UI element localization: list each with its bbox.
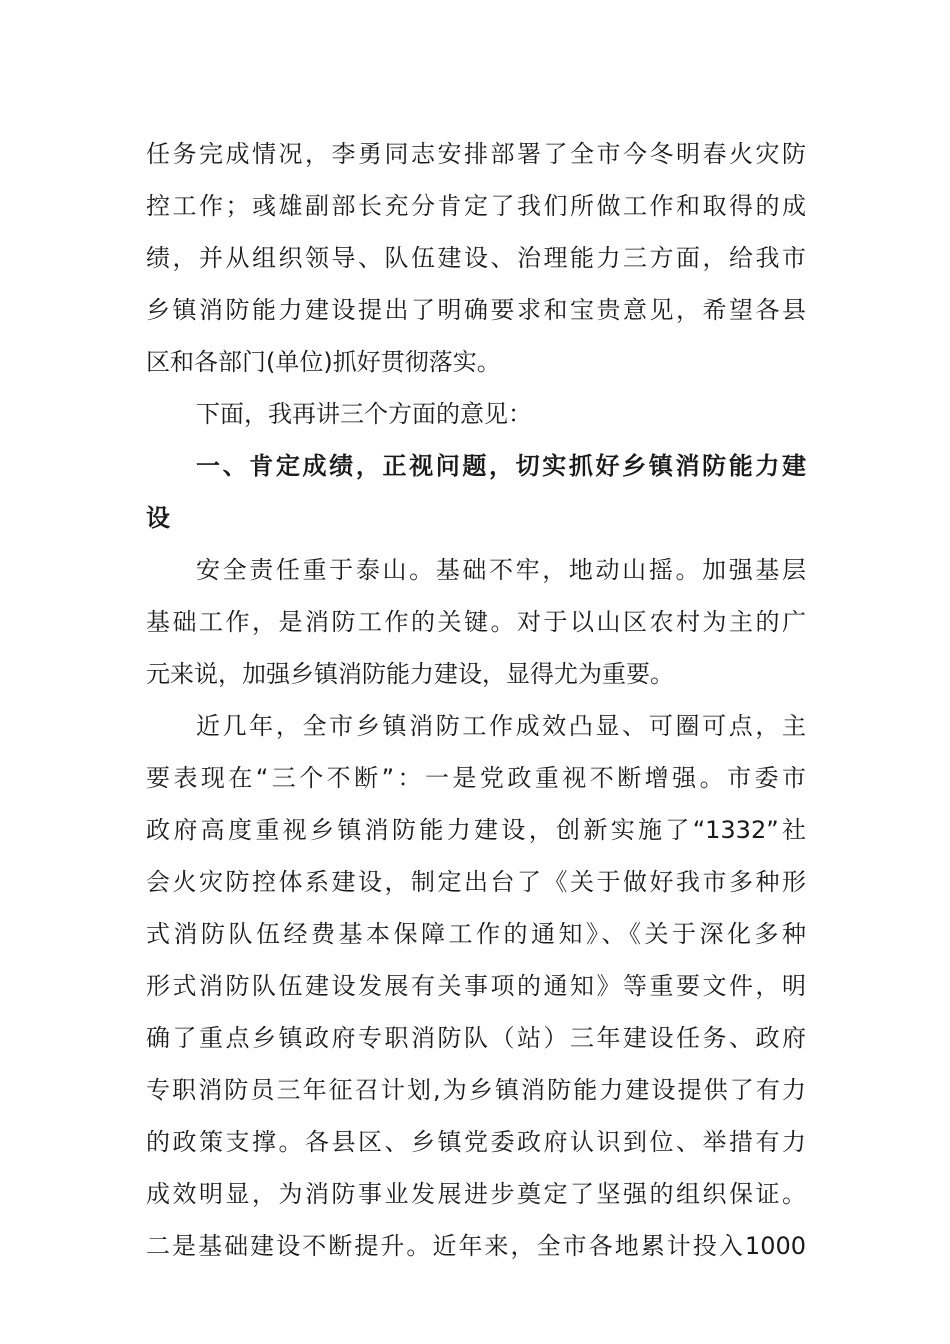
paragraph-line: 下面，我再讲三个方面的意见： <box>196 400 532 428</box>
paragraph-line: 近几年，全市乡镇消防工作成效凸显、可圈可点，主 <box>196 712 806 740</box>
paragraph-line: 区和各部门(单位)抓好贯彻落实。 <box>146 348 501 376</box>
section-heading-line: 设 <box>146 504 170 532</box>
paragraph-line: 控工作；彧雄副部长充分肯定了我们所做工作和取得的成 <box>146 192 806 220</box>
paragraph-line: 任务完成情况，李勇同志安排部署了全市今冬明春火灾防 <box>146 140 806 168</box>
paragraph-line: 二是基础建设不断提升。近年来，全市各地累计投入1000 <box>146 1232 806 1260</box>
paragraph-line: 政府高度重视乡镇消防能力建设，创新实施了“1332”社 <box>146 816 806 844</box>
paragraph-line: 的政策支撑。各县区、乡镇党委政府认识到位、举措有力 <box>146 1128 806 1156</box>
paragraph-line: 式消防队伍经费基本保障工作的通知》、《关于深化多种 <box>146 920 806 948</box>
paragraph-line: 确了重点乡镇政府专职消防队（站）三年建设任务、政府 <box>146 1024 806 1052</box>
paragraph-line: 形式消防队伍建设发展有关事项的通知》等重要文件，明 <box>146 972 806 1000</box>
paragraph-line: 绩，并从组织领导、队伍建设、治理能力三方面，给我市 <box>146 244 806 272</box>
paragraph-line: 元来说，加强乡镇消防能力建设，显得尤为重要。 <box>146 660 674 688</box>
paragraph-line: 基础工作，是消防工作的关键。对于以山区农村为主的广 <box>146 608 806 636</box>
paragraph-line: 安全责任重于泰山。基础不牢，地动山摇。加强基层 <box>196 556 806 584</box>
paragraph-line: 要表现在“三个不断”：一是党政重视不断增强。市委市 <box>146 764 806 792</box>
paragraph-line: 乡镇消防能力建设提出了明确要求和宝贵意见，希望各县 <box>146 296 806 324</box>
paragraph-line: 会火灾防控体系建设，制定出台了《关于做好我市多种形 <box>146 868 806 896</box>
section-heading-line: 一、肯定成绩，正视问题，切实抓好乡镇消防能力建 <box>196 452 806 480</box>
paragraph-line: 专职消防员三年征召计划,为乡镇消防能力建设提供了有力 <box>146 1076 806 1104</box>
document-body <box>146 128 806 1272</box>
paragraph-line: 成效明显，为消防事业发展进步奠定了坚强的组织保证。 <box>146 1180 806 1208</box>
